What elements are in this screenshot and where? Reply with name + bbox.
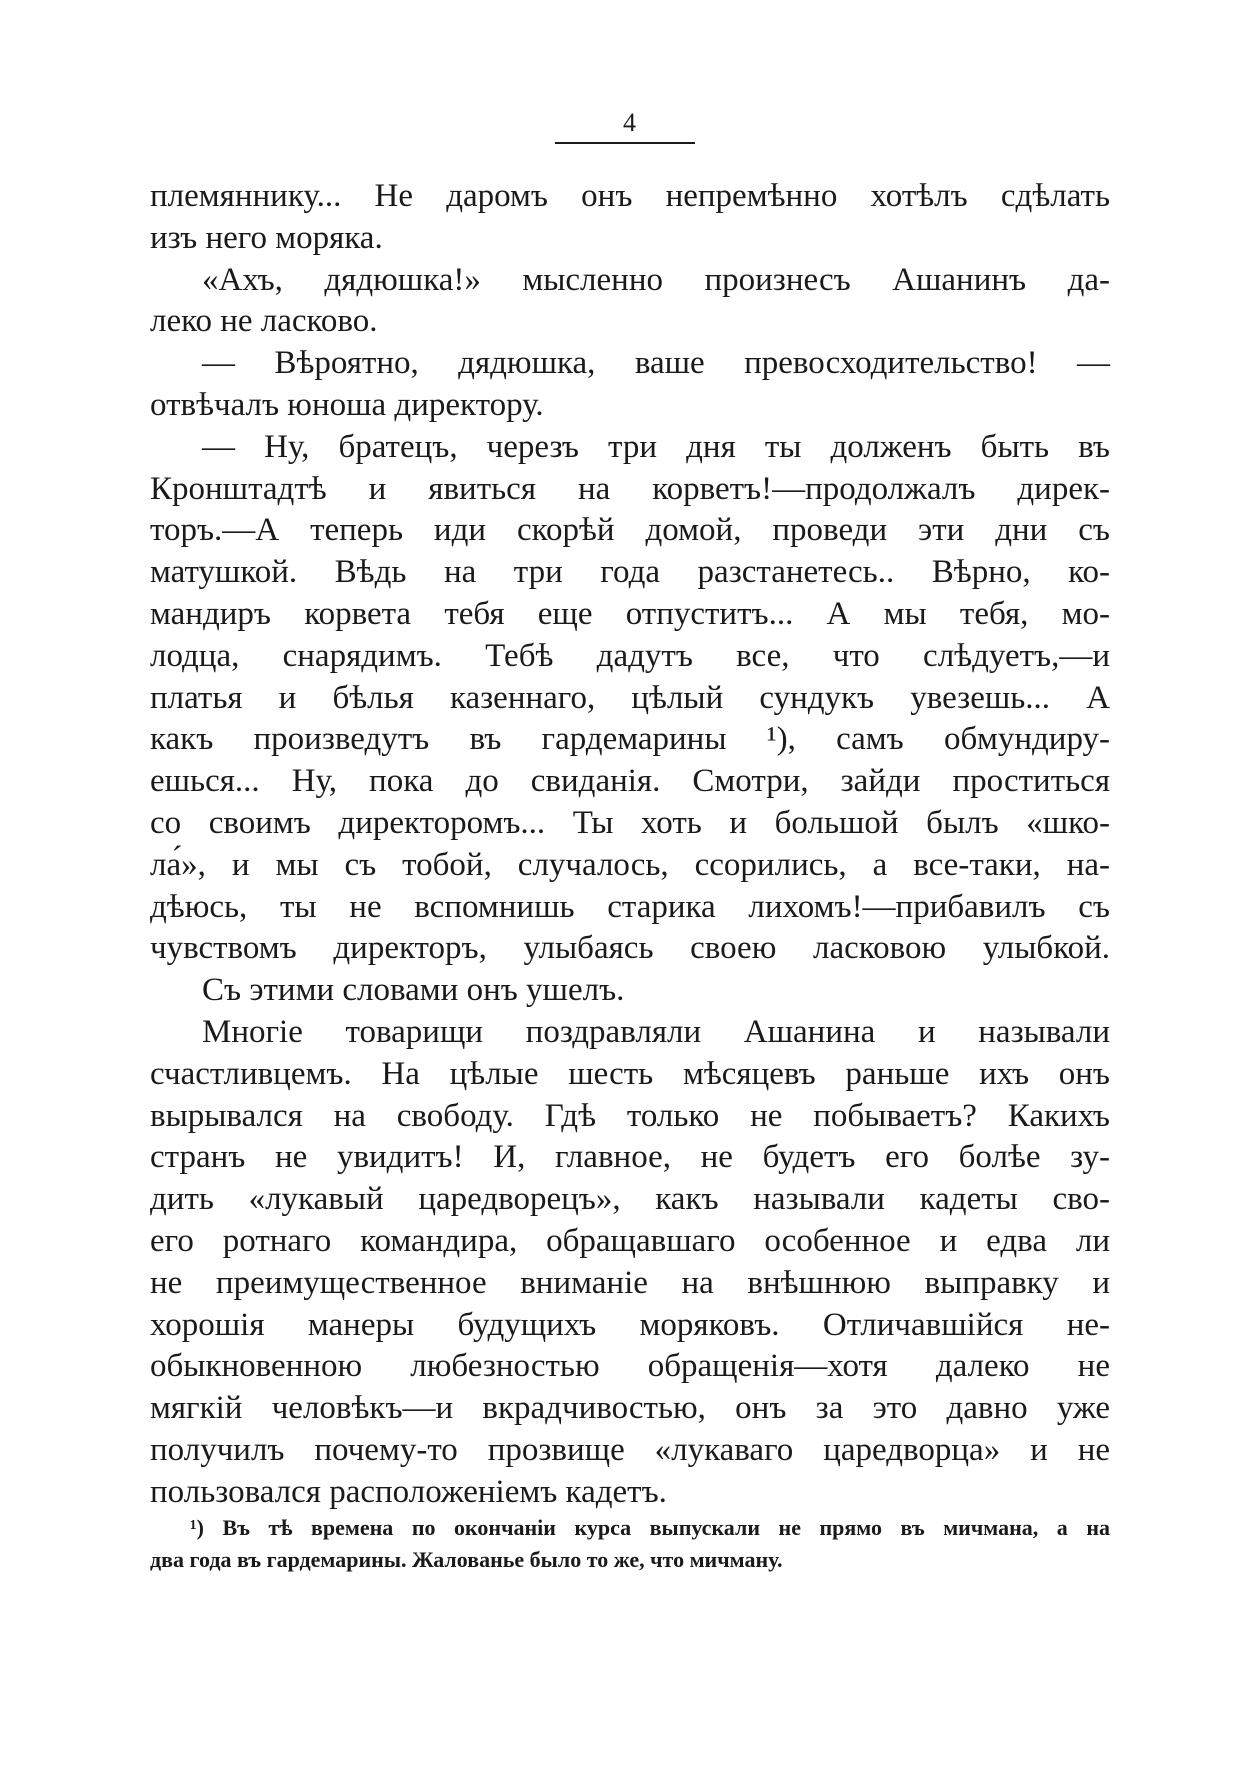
text-line: Съ этими словами онъ ушелъ.: [202, 972, 625, 1009]
text-line: чувствомъ директоръ, улыбаясь своею ласковою улыбкой.: [150, 930, 1110, 967]
text-line: торъ.—А теперь иди скорѣй домой, проведи эти дни съ: [150, 512, 1110, 549]
text-line: — Вѣроятно, дядюшка, ваше превосходительство! —: [202, 345, 1110, 382]
text-line: какъ произведутъ въ гардемарины ¹), самъ обмундиру-: [150, 721, 1110, 758]
text-line: отвѣчалъ юноша директору.: [150, 386, 544, 423]
text-line: матушкой. Вѣдь на три года разстанетесь.. Вѣрно, ко-: [150, 554, 1110, 591]
text-line: вырывался на свободу. Гдѣ только не побываетъ? Какихъ: [150, 1097, 1110, 1134]
text-line: обыкновенною любезностью обращенія—хотя далеко не: [150, 1348, 1110, 1385]
text-line: платья и бѣлья казеннаго, цѣлый сундукъ увезешь... А: [150, 679, 1110, 716]
text-line: дѣюсь, ты не вспомнишь старика лихомъ!—прибавилъ съ: [150, 888, 1110, 925]
page-number-rule: [555, 142, 695, 144]
text-line: — Ну, братецъ, черезъ три дня ты долженъ быть въ: [202, 428, 1110, 465]
text-line: изъ него моряка.: [150, 219, 383, 256]
footnotes: [150, 1512, 1110, 1576]
body-text: [150, 176, 1110, 1514]
footnote-line: два года въ гардемарины. Жалованье было то же, что мичману.: [150, 1547, 783, 1572]
page-number: 4: [623, 108, 636, 137]
text-line: пользовался расположеніемъ кадетъ.: [150, 1473, 667, 1510]
text-line: со своимъ директоромъ... Ты хоть и большой былъ «шко-: [150, 804, 1110, 841]
text-line: получилъ почему-то прозвище «лукаваго царедворца» и не: [150, 1431, 1110, 1468]
text-line: леко не ласково.: [150, 303, 378, 340]
text-line: лодца, снарядимъ. Тебѣ дадутъ все, что слѣдуетъ,—и: [150, 637, 1110, 674]
text-line: мандиръ корвета тебя еще отпуститъ... А мы тебя, мо-: [150, 595, 1110, 632]
text-line: счастливцемъ. На цѣлые шесть мѣсяцевъ раньше ихъ онъ: [150, 1055, 1110, 1092]
text-line: ешься... Ну, пока до свиданія. Смотри, зайди проститься: [150, 763, 1110, 800]
text-line: ла́», и мы съ тобой, случалось, ссорились, а все-таки, на-: [150, 846, 1110, 883]
text-line: дить «лукавый царедворецъ», какъ называли кадеты сво-: [150, 1181, 1110, 1218]
text-line: странъ не увидитъ! И, главное, не будетъ его болѣе зу-: [150, 1139, 1110, 1176]
text-line: «Ахъ, дядюшка!» мысленно произнесъ Ашанинъ да-: [202, 261, 1110, 298]
text-line: Многіе товарищи поздравляли Ашанина и называли: [202, 1013, 1110, 1050]
text-line: племяннику... Не даромъ онъ непремѣнно хотѣлъ сдѣлать: [150, 178, 1110, 214]
text-line: не преимущественное вниманіе на внѣшнюю выправку и: [150, 1264, 1110, 1301]
text-line: мягкій человѣкъ—и вкрадчивостью, онъ за это давно уже: [150, 1390, 1110, 1427]
footnote-line: ¹) Въ тѣ времена по окончаніи курса выпускали не прямо въ мичмана, а на: [190, 1515, 1110, 1540]
text-line: хорошія манеры будущихъ моряковъ. Отличавшійся не-: [150, 1306, 1110, 1343]
text-line: его ротнаго командира, обращавшаго особенное и едва ли: [150, 1222, 1110, 1259]
text-line: Кронштадтѣ и явиться на корветъ!—продолжалъ дирек-: [150, 470, 1110, 507]
